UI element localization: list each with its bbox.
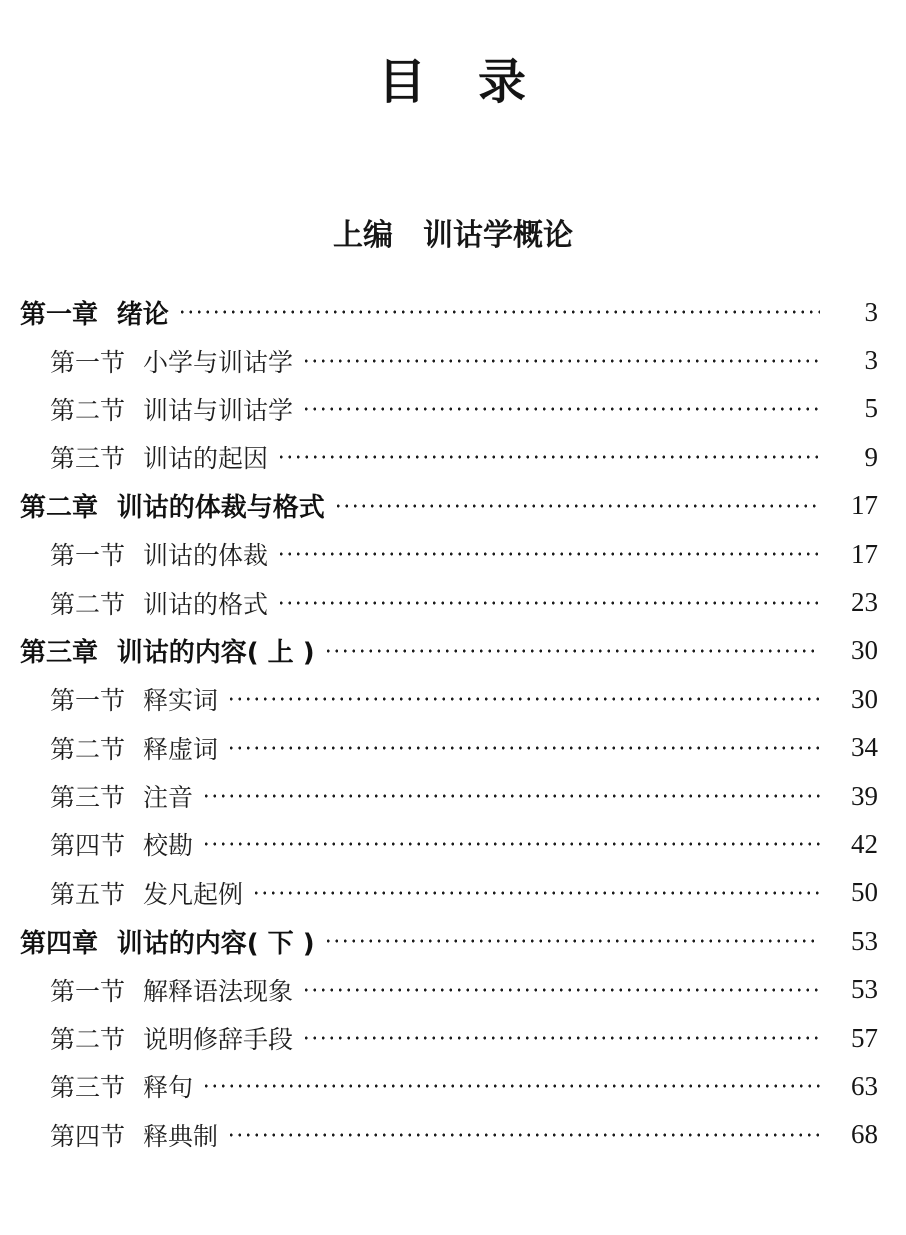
entry-number: 第一节 <box>50 347 126 377</box>
toc-entry <box>0 675 878 723</box>
toc-entry <box>0 627 878 675</box>
toc-entry <box>0 965 878 1013</box>
part-heading: 上编 训诂学概论 <box>333 218 573 253</box>
dot-leader <box>227 694 820 704</box>
entry-page-number: 42 <box>851 828 878 859</box>
entry-title: 释句 <box>143 1073 194 1103</box>
entry-page-number: 53 <box>851 974 878 1005</box>
entry-title: 校勘 <box>143 831 194 861</box>
dot-leader <box>302 985 820 995</box>
dot-leader <box>277 549 820 559</box>
entry-number: 第五节 <box>50 879 126 909</box>
toc-entry <box>0 336 878 384</box>
entry-number: 第四节 <box>50 1121 126 1151</box>
entry-page-number: 17 <box>851 490 878 521</box>
entry-page-number: 3 <box>864 345 878 376</box>
dot-leader <box>202 839 820 849</box>
dot-leader <box>302 404 820 414</box>
entry-number: 第四章 <box>20 928 99 959</box>
dot-leader <box>277 598 820 608</box>
entry-title: 训诂的内容( 下 ) <box>116 928 315 959</box>
entry-number: 第三节 <box>50 783 126 813</box>
entry-page-number: 30 <box>851 635 878 666</box>
entry-number: 第二章 <box>20 493 99 524</box>
entry-number: 第一节 <box>50 541 126 571</box>
entry-title: 发凡起例 <box>143 879 244 909</box>
entry-number: 第一节 <box>50 976 126 1006</box>
entry-title: 训诂的起因 <box>143 444 269 474</box>
entry-number: 第二节 <box>50 395 126 425</box>
entry-title: 小学与训诂学 <box>143 347 294 377</box>
dot-leader <box>302 356 820 366</box>
toc-entry <box>0 869 878 917</box>
entry-page-number: 34 <box>851 732 878 763</box>
entry-page-number: 5 <box>864 393 878 424</box>
entry-title: 释典制 <box>143 1121 219 1151</box>
entry-title: 绪论 <box>116 299 169 330</box>
dot-leader <box>227 1130 820 1140</box>
entry-page-number: 9 <box>864 441 878 472</box>
entry-number: 第三节 <box>50 1073 126 1103</box>
toc-entry <box>0 1014 878 1062</box>
toc-entry <box>0 482 878 530</box>
entry-number: 第二节 <box>50 1025 126 1055</box>
dot-leader <box>227 743 820 753</box>
entry-title: 训诂与训诂学 <box>143 395 294 425</box>
entry-title: 释虚词 <box>143 734 219 764</box>
entry-page-number: 63 <box>851 1070 878 1101</box>
entry-page-number: 17 <box>851 538 878 569</box>
entry-page-number: 50 <box>851 877 878 908</box>
toc-entry <box>0 385 878 433</box>
toc-entry <box>0 1111 878 1159</box>
dot-leader <box>277 452 820 462</box>
toc-entry <box>0 1062 878 1110</box>
entry-title: 说明修辞手段 <box>143 1025 294 1055</box>
entry-title: 训诂的体裁与格式 <box>116 493 325 524</box>
toc-entry <box>0 530 878 578</box>
entry-title: 训诂的体裁 <box>143 541 269 571</box>
dot-leader <box>202 791 820 801</box>
entry-title: 释实词 <box>143 686 219 716</box>
dot-leader <box>324 936 820 946</box>
toc-entry <box>0 772 878 820</box>
toc-entry <box>0 433 878 481</box>
entry-page-number: 39 <box>851 780 878 811</box>
toc-entry <box>0 288 878 336</box>
dot-leader <box>252 888 820 898</box>
entry-number: 第一节 <box>50 686 126 716</box>
entry-number: 第一章 <box>20 299 99 330</box>
dot-leader <box>334 501 820 511</box>
entry-number: 第二节 <box>50 589 126 619</box>
entry-page-number: 68 <box>851 1119 878 1150</box>
entry-number: 第四节 <box>50 831 126 861</box>
dot-leader <box>302 1033 820 1043</box>
dot-leader <box>202 1081 820 1091</box>
toc-page <box>0 52 906 1235</box>
entry-page-number: 57 <box>851 1022 878 1053</box>
entry-number: 第三章 <box>20 638 99 669</box>
toc-entry <box>0 820 878 868</box>
dot-leader <box>324 646 820 656</box>
toc-entry <box>0 724 878 772</box>
toc-list <box>0 288 906 1159</box>
entry-page-number: 3 <box>864 296 878 327</box>
page-title: 目 录 <box>377 54 528 110</box>
entry-page-number: 53 <box>851 925 878 956</box>
toc-entry <box>0 917 878 965</box>
entry-page-number: 23 <box>851 587 878 618</box>
entry-title: 训诂的内容( 上 ) <box>116 638 315 669</box>
dot-leader <box>178 307 820 317</box>
entry-page-number: 30 <box>851 683 878 714</box>
entry-title: 训诂的格式 <box>143 589 269 619</box>
entry-title: 注音 <box>143 783 194 813</box>
entry-number: 第二节 <box>50 734 126 764</box>
entry-number: 第三节 <box>50 444 126 474</box>
toc-entry <box>0 578 878 626</box>
entry-title: 解释语法现象 <box>143 976 294 1006</box>
